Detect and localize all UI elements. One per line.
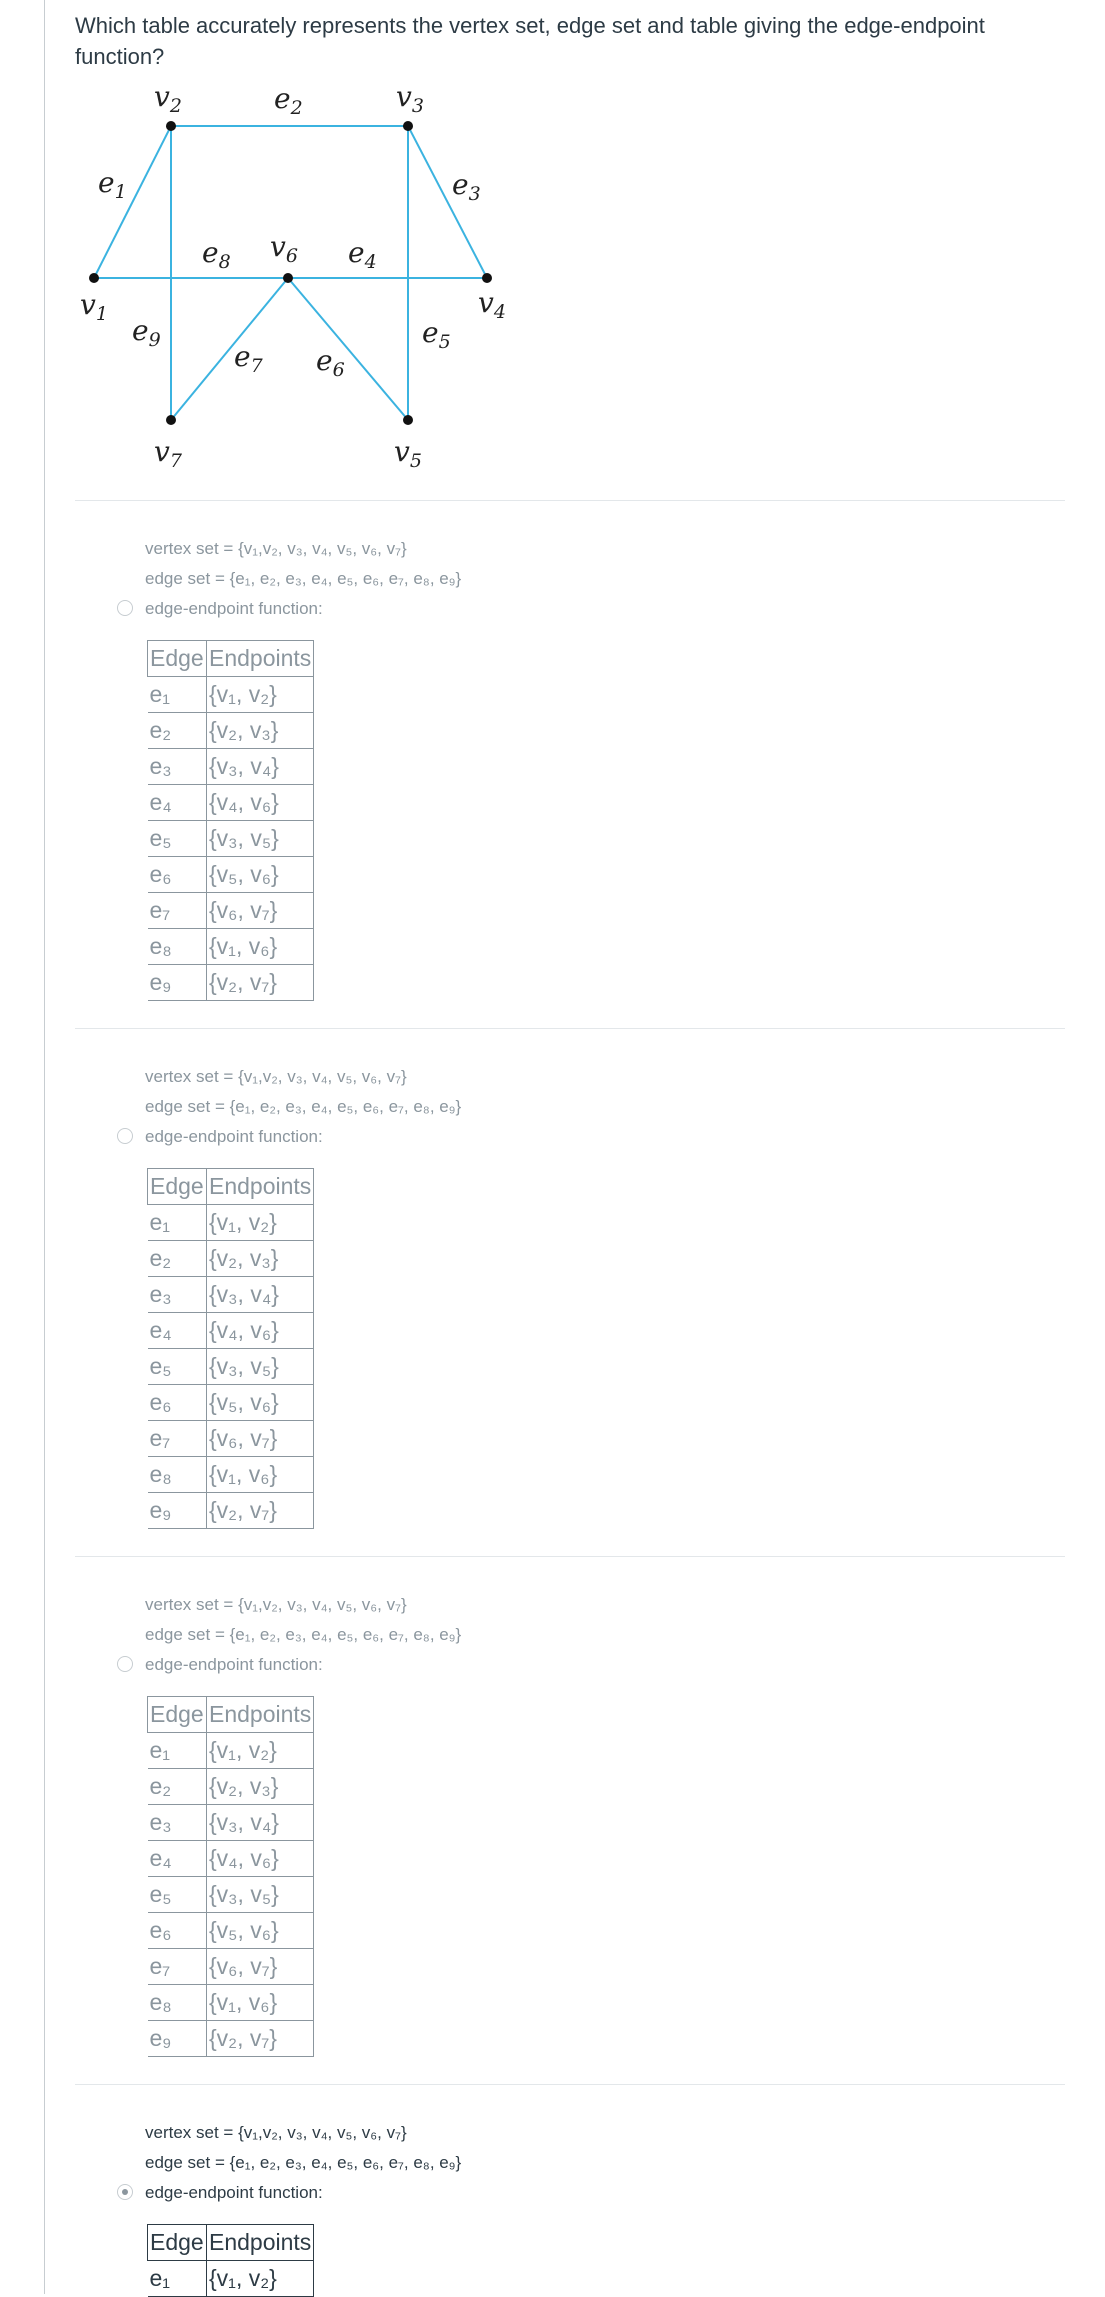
edge-cell: e₆ xyxy=(148,1913,207,1949)
edge-cell: e₁ xyxy=(148,2261,207,2297)
edge-cell: e₂ xyxy=(148,713,207,749)
edge-e6 xyxy=(288,278,408,420)
answer-vertex-set: vertex set = {v₁,v₂, v₃, v₄, v₅, v₆, v₇} xyxy=(145,1595,407,1614)
vertex-v4 xyxy=(482,273,492,283)
endpoints-cell: {v₆, v₇} xyxy=(207,1949,314,1985)
endpoints-cell: {v₃, v₄} xyxy=(207,1277,314,1313)
table-row xyxy=(148,1733,314,1769)
table-row xyxy=(148,713,314,749)
table-row xyxy=(148,1277,314,1313)
answer-option[interactable] xyxy=(75,1028,1065,1557)
answer-function-label: edge-endpoint function: xyxy=(145,2183,323,2202)
endpoints-cell: {v₁, v₂} xyxy=(207,677,314,713)
table-header: Endpoints xyxy=(207,1697,314,1733)
edge-cell: e₄ xyxy=(148,1313,207,1349)
vertex-label-v5: $v_5$ xyxy=(394,435,422,472)
edge-cell: e₇ xyxy=(148,1421,207,1457)
table-row xyxy=(148,1841,314,1877)
edge-cell: e₅ xyxy=(148,821,207,857)
table-row xyxy=(148,821,314,857)
edge-cell: e₉ xyxy=(148,1493,207,1529)
table-header: Edge xyxy=(148,1697,207,1733)
edge-label-e4: $e_4$ xyxy=(348,236,377,273)
answer-radio[interactable] xyxy=(117,2184,133,2200)
edge-label-e1: $e_1$ xyxy=(98,166,127,203)
endpoints-cell: {v₂, v₃} xyxy=(207,1769,314,1805)
table-row xyxy=(148,1769,314,1805)
edge-cell: e₈ xyxy=(148,1985,207,2021)
table-row xyxy=(148,1349,314,1385)
answer-option[interactable] xyxy=(75,1556,1065,2085)
endpoints-cell: {v₃, v₅} xyxy=(207,1349,314,1385)
edge-label-e5: $e_5$ xyxy=(422,316,451,353)
edge-cell: e₃ xyxy=(148,1805,207,1841)
edge-label-e6: $e_6$ xyxy=(316,344,345,381)
table-header: Edge xyxy=(148,1169,207,1205)
table-row xyxy=(148,893,314,929)
table-row xyxy=(148,1949,314,1985)
vertex-label-v6: $v_6$ xyxy=(270,230,298,267)
endpoints-cell: {v₁, v₆} xyxy=(207,1985,314,2021)
table-row xyxy=(148,929,314,965)
graph-figure xyxy=(70,78,540,478)
edge-endpoint-table xyxy=(147,1696,314,2057)
edge-cell: e₉ xyxy=(148,965,207,1001)
answer-radio[interactable] xyxy=(117,1128,133,1144)
table-row xyxy=(148,1421,314,1457)
edge-endpoint-table xyxy=(147,1168,314,1529)
edge-endpoint-table xyxy=(147,640,314,1001)
table-row xyxy=(148,1805,314,1841)
answer-vertex-set: vertex set = {v₁,v₂, v₃, v₄, v₅, v₆, v₇} xyxy=(145,1067,407,1086)
endpoints-cell: {v₄, v₆} xyxy=(207,1313,314,1349)
endpoints-cell: {v₃, v₅} xyxy=(207,1877,314,1913)
edge-cell: e₄ xyxy=(148,1841,207,1877)
answer-radio[interactable] xyxy=(117,600,133,616)
vertex-label-v4: $v_4$ xyxy=(478,286,506,323)
edge-cell: e₈ xyxy=(148,929,207,965)
table-header: Endpoints xyxy=(207,641,314,677)
edge-cell: e₁ xyxy=(148,1733,207,1769)
edge-label-e8: $e_8$ xyxy=(202,236,231,273)
endpoints-cell: {v₁, v₂} xyxy=(207,1733,314,1769)
vertex-v7 xyxy=(166,415,176,425)
answer-edge-set: edge set = {e₁, e₂, e₃, e₄, e₅, e₆, e₇, e₈, e₉} xyxy=(145,569,462,588)
table-row xyxy=(148,2261,314,2297)
table-row xyxy=(148,1985,314,2021)
endpoints-cell: {v₃, v₄} xyxy=(207,749,314,785)
table-row xyxy=(148,965,314,1001)
endpoints-cell: {v₆, v₇} xyxy=(207,1421,314,1457)
table-row xyxy=(148,1457,314,1493)
answer-function-label: edge-endpoint function: xyxy=(145,1655,323,1674)
table-header: Endpoints xyxy=(207,2225,314,2261)
table-row xyxy=(148,857,314,893)
table-row xyxy=(148,1493,314,1529)
table-row xyxy=(148,1241,314,1277)
vertex-v6 xyxy=(283,273,293,283)
answer-function-label: edge-endpoint function: xyxy=(145,1127,323,1146)
endpoints-cell: {v₅, v₆} xyxy=(207,857,314,893)
answer-edge-set: edge set = {e₁, e₂, e₃, e₄, e₅, e₆, e₇, e₈, e₉} xyxy=(145,1097,462,1116)
endpoints-cell: {v₅, v₆} xyxy=(207,1385,314,1421)
vertex-v5 xyxy=(403,415,413,425)
answer-edge-set: edge set = {e₁, e₂, e₃, e₄, e₅, e₆, e₇, e₈, e₉} xyxy=(145,2153,462,2172)
edge-e1 xyxy=(94,126,171,278)
edge-cell: e₇ xyxy=(148,1949,207,1985)
vertex-v2 xyxy=(166,121,176,131)
table-row xyxy=(148,2021,314,2057)
answer-body xyxy=(145,2118,461,2208)
table-row xyxy=(148,1313,314,1349)
edge-cell: e₂ xyxy=(148,1241,207,1277)
table-row xyxy=(148,785,314,821)
endpoints-cell: {v₂, v₇} xyxy=(207,965,314,1001)
edge-cell: e₈ xyxy=(148,1457,207,1493)
edge-cell: e₅ xyxy=(148,1349,207,1385)
answer-edge-set: edge set = {e₁, e₂, e₃, e₄, e₅, e₆, e₇, e₈, e₉} xyxy=(145,1625,462,1644)
edge-cell: e₁ xyxy=(148,677,207,713)
table-row xyxy=(148,677,314,713)
endpoints-cell: {v₃, v₄} xyxy=(207,1805,314,1841)
endpoints-cell: {v₃, v₅} xyxy=(207,821,314,857)
edge-label-e9: $e_9$ xyxy=(132,314,161,351)
edge-cell: e₉ xyxy=(148,2021,207,2057)
edge-cell: e₁ xyxy=(148,1205,207,1241)
edge-cell: e₃ xyxy=(148,1277,207,1313)
edge-label-e2: $e_2$ xyxy=(274,82,303,119)
edge-endpoint-table xyxy=(147,2224,314,2297)
table-row xyxy=(148,1205,314,1241)
edge-cell: e₃ xyxy=(148,749,207,785)
answer-option[interactable] xyxy=(75,2084,1065,2295)
edge-cell: e₅ xyxy=(148,1877,207,1913)
answer-body xyxy=(145,534,461,624)
vertex-label-v1: $v_1$ xyxy=(80,288,108,325)
edge-cell: e₄ xyxy=(148,785,207,821)
answer-function-label: edge-endpoint function: xyxy=(145,599,323,618)
table-header: Edge xyxy=(148,641,207,677)
endpoints-cell: {v₁, v₂} xyxy=(207,1205,314,1241)
question-text: Which table accurately represents the vertex set, edge set and table giving the edge-endpoint function? xyxy=(75,13,985,69)
edge-e7 xyxy=(171,278,288,420)
edge-label-e7: $e_7$ xyxy=(234,340,263,377)
endpoints-cell: {v₄, v₆} xyxy=(207,785,314,821)
graph-svg xyxy=(70,78,540,478)
endpoints-cell: {v₂, v₇} xyxy=(207,2021,314,2057)
endpoints-cell: {v₅, v₆} xyxy=(207,1913,314,1949)
endpoints-cell: {v₁, v₆} xyxy=(207,929,314,965)
table-row xyxy=(148,1913,314,1949)
endpoints-cell: {v₂, v₃} xyxy=(207,1241,314,1277)
vertex-label-v3: $v_3$ xyxy=(396,80,424,117)
table-header: Edge xyxy=(148,2225,207,2261)
edge-cell: e₂ xyxy=(148,1769,207,1805)
answer-vertex-set: vertex set = {v₁,v₂, v₃, v₄, v₅, v₆, v₇} xyxy=(145,539,407,558)
answer-radio[interactable] xyxy=(117,1656,133,1672)
edge-label-e3: $e_3$ xyxy=(452,168,481,205)
endpoints-cell: {v₄, v₆} xyxy=(207,1841,314,1877)
edge-cell: e₇ xyxy=(148,893,207,929)
answer-vertex-set: vertex set = {v₁,v₂, v₃, v₄, v₅, v₆, v₇} xyxy=(145,2123,407,2142)
answer-body xyxy=(145,1590,461,1680)
answer-option[interactable] xyxy=(75,500,1065,1029)
endpoints-cell: {v₂, v₃} xyxy=(207,713,314,749)
edge-cell: e₆ xyxy=(148,1385,207,1421)
vertex-v1 xyxy=(89,273,99,283)
endpoints-cell: {v₂, v₇} xyxy=(207,1493,314,1529)
vertex-label-v2: $v_2$ xyxy=(154,80,182,117)
endpoints-cell: {v₁, v₆} xyxy=(207,1457,314,1493)
vertex-v3 xyxy=(403,121,413,131)
table-row xyxy=(148,1385,314,1421)
endpoints-cell: {v₁, v₂} xyxy=(207,2261,314,2297)
vertex-label-v7: $v_7$ xyxy=(154,435,182,472)
endpoints-cell: {v₆, v₇} xyxy=(207,893,314,929)
table-header: Endpoints xyxy=(207,1169,314,1205)
answer-body xyxy=(145,1062,461,1152)
table-row xyxy=(148,1877,314,1913)
table-row xyxy=(148,749,314,785)
edge-cell: e₆ xyxy=(148,857,207,893)
